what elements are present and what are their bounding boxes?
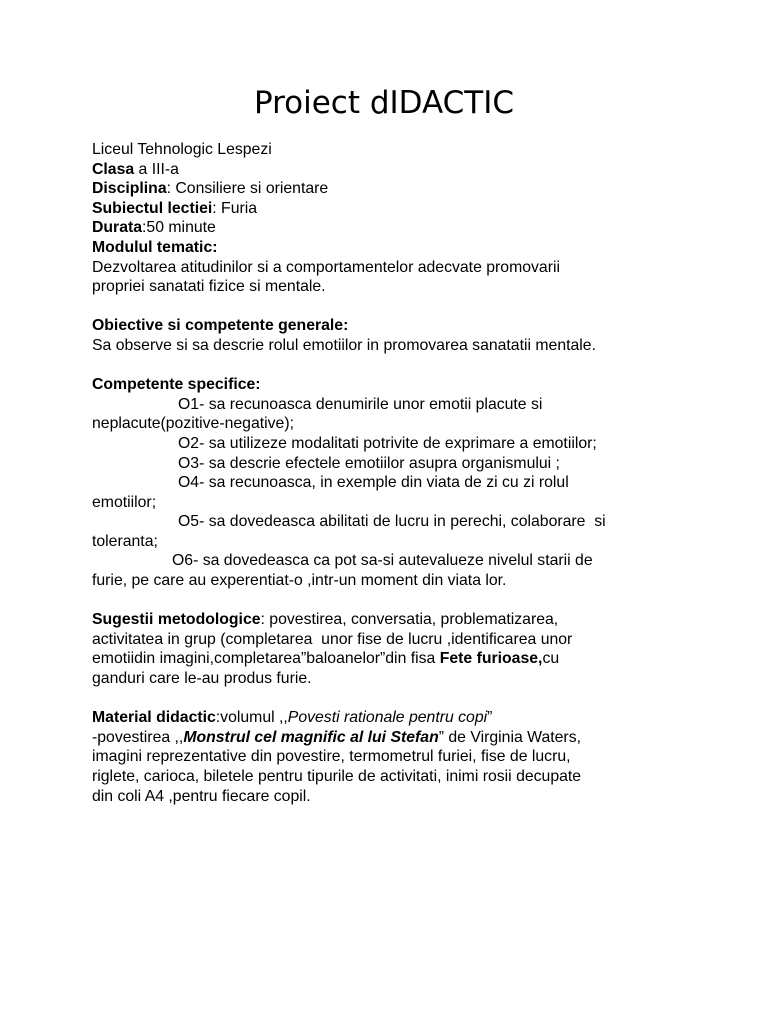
disciplina-line bbox=[92, 179, 682, 199]
durata-label: Durata bbox=[92, 219, 143, 237]
competenta-o1-line-1: O1- sa recunoasca denumirile unor emotii placute si bbox=[178, 395, 543, 413]
competenta-o2: O2- sa utilizeze modalitati potrivite de exprimare a emotiilor; bbox=[178, 434, 597, 452]
competenta-o5-line-1: O5- sa dovedeasca abilitati de lucru in perechi, colaborare si bbox=[178, 513, 606, 531]
competenta-o6-line-1: O6- sa dovedeasca ca pot sa-si autevalueze nivelul starii de bbox=[172, 552, 593, 570]
disciplina-value: : Consiliere si orientare bbox=[166, 180, 329, 198]
document-title: Proiect dIDACTIC bbox=[253, 85, 515, 121]
competente-label-line bbox=[92, 375, 682, 395]
obiective-label: Obiective si competente generale: bbox=[92, 317, 349, 335]
modul-label-line bbox=[92, 238, 682, 258]
sugestii-text-3c: cu bbox=[542, 650, 560, 668]
modul-text-line-2: propriei sanatati fizice si mentale. bbox=[92, 278, 326, 296]
competenta-o6-line-2: furie, pe care au experentiat-o ,intr-un moment din viata lor. bbox=[92, 572, 507, 590]
sugestii-line-1 bbox=[92, 610, 682, 630]
spacer bbox=[92, 689, 682, 709]
material-line-3: imagini reprezentative din povestire, termometrul furiei, fise de lucru, bbox=[92, 748, 571, 766]
subiect-label: Subiectul lectiei bbox=[92, 199, 213, 217]
material-story-title: Monstrul cel magnific al lui Stefan bbox=[183, 728, 439, 746]
material-line-1 bbox=[92, 708, 682, 728]
durata-value: :50 minute bbox=[142, 219, 216, 237]
sugestii-text-1: : povestirea, conversatia, problematizarea, bbox=[260, 611, 559, 629]
material-label: Material didactic bbox=[92, 709, 216, 727]
durata-line bbox=[92, 218, 682, 238]
material-line-2 bbox=[92, 728, 682, 748]
sugestii-line-4: ganduri care le-au produs furie. bbox=[92, 670, 312, 688]
obiective-label-line bbox=[92, 316, 682, 336]
material-line-4: riglete, carioca, biletele pentru tipurile de activitati, inimi rosii decupate bbox=[92, 768, 582, 785]
competenta-o5-line-2: toleranta; bbox=[92, 532, 158, 550]
sugestii-line-3 bbox=[92, 649, 682, 669]
subiect-line bbox=[92, 199, 682, 219]
competenta-o1-line-2: neplacute(pozitive-negative); bbox=[92, 415, 294, 433]
competenta-o3: O3- sa descrie efectele emotiilor asupra organismului ; bbox=[178, 454, 560, 472]
disciplina-label: Disciplina bbox=[92, 180, 167, 198]
material-text-1c: ” bbox=[487, 709, 493, 727]
sugestii-text-3a: emotiidin imagini,completarea”baloanelor”din fisa bbox=[92, 650, 440, 668]
document-body bbox=[92, 140, 682, 806]
competenta-o4-line-2: emotiilor; bbox=[92, 493, 157, 511]
material-text-1a: :volumul ,, bbox=[215, 709, 288, 727]
sugestii-line-2: activitatea in grup (completarea unor fise de lucru ,identificarea unor bbox=[92, 630, 573, 648]
spacer bbox=[92, 591, 682, 611]
modul-label: Modulul tematic: bbox=[92, 238, 218, 256]
sugestii-fisa-title: Fete furioase, bbox=[439, 650, 543, 668]
school-name: Liceul Tehnologic Lespezi bbox=[92, 141, 272, 158]
material-text-2c: ” de Virginia Waters, bbox=[438, 728, 581, 746]
material-line-5: din coli A4 ,pentru fiecare copil. bbox=[92, 787, 311, 805]
sugestii-label: Sugestii metodologice bbox=[92, 611, 261, 629]
subiect-value: : Furia bbox=[212, 199, 258, 217]
competenta-o4-line-1: O4- sa recunoasca, in exemple din viata de zi cu zi rolul bbox=[178, 474, 569, 492]
competente-label: Competente specifice: bbox=[92, 376, 261, 394]
spacer bbox=[92, 356, 682, 376]
material-book-title: Povesti rationale pentru copi bbox=[287, 709, 488, 727]
clasa-line bbox=[92, 160, 682, 180]
spacer bbox=[92, 297, 682, 317]
obiective-text: Sa observe si sa descrie rolul emotiilor in promovarea sanatatii mentale. bbox=[92, 336, 596, 354]
modul-text-line-1: Dezvoltarea atitudinilor si a comportamentelor adecvate promovarii bbox=[92, 258, 560, 276]
clasa-value: a III-a bbox=[134, 160, 179, 178]
material-text-2a: -povestirea ,, bbox=[92, 728, 184, 746]
clasa-label: Clasa bbox=[92, 160, 135, 178]
